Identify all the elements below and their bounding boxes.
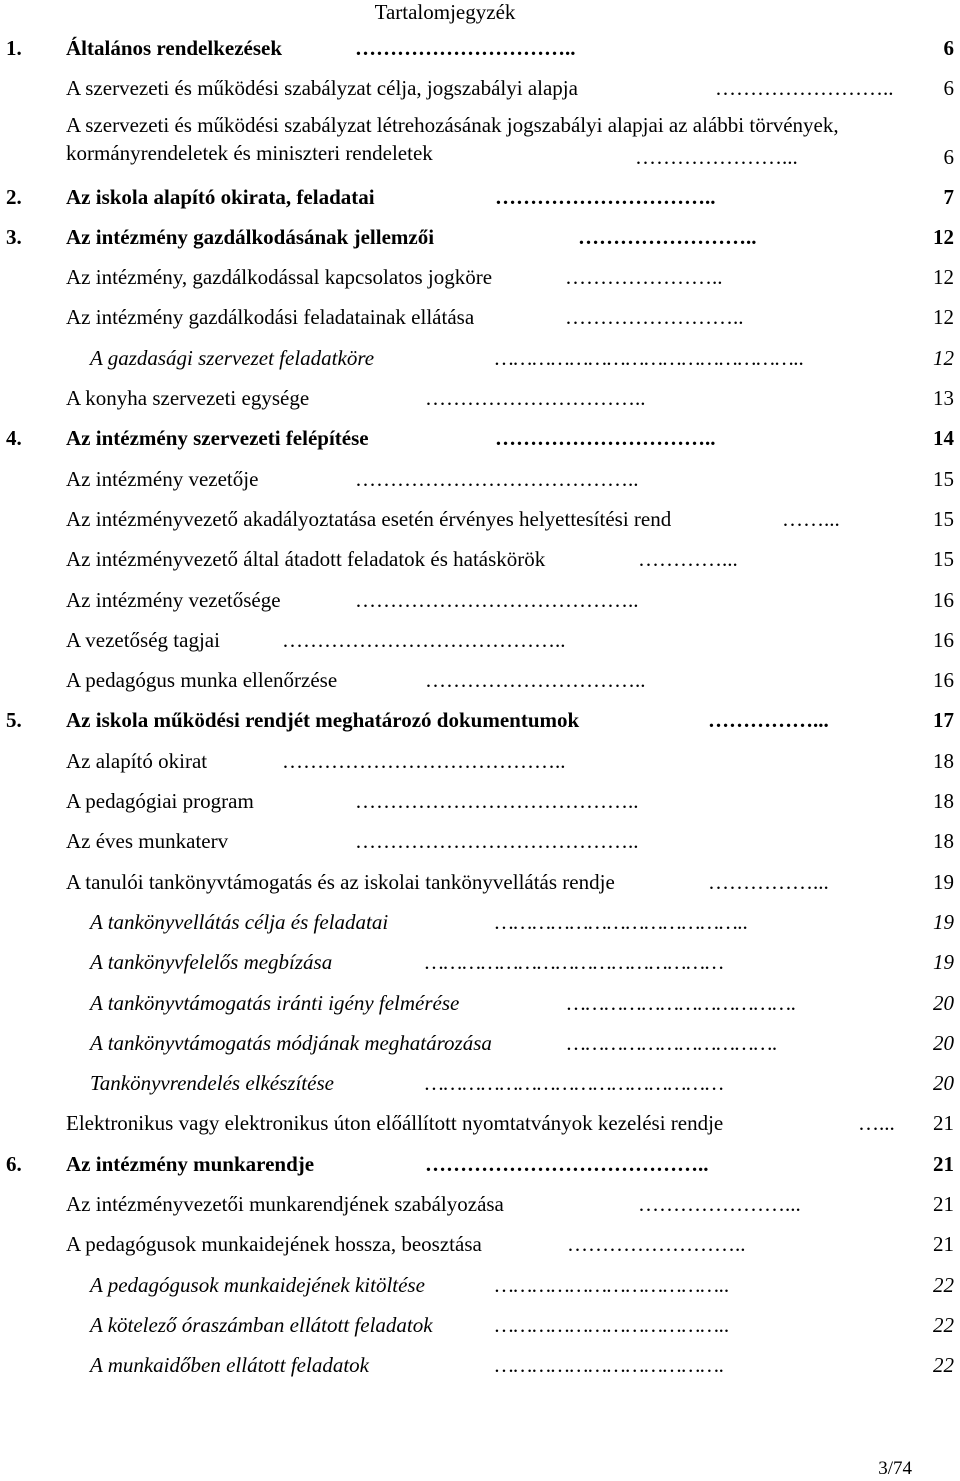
toc-entry-title: Az intézményvezető akadályoztatása esetén érvényes helyettesítési rend: [66, 506, 672, 531]
toc-leader-dots: ……………………..: [567, 1232, 746, 1257]
toc-entry-title: Az intézmény, gazdálkodással kapcsolatos jogköre: [66, 265, 493, 290]
toc-page-number: 21: [933, 1232, 954, 1257]
toc-entry-title: Az éves munkaterv: [66, 829, 229, 854]
toc-page-number: 16: [933, 627, 954, 652]
toc-entry[interactable]: [0, 111, 960, 179]
toc-page-number: 19: [933, 909, 954, 934]
toc-page-number: 20: [933, 1030, 954, 1055]
toc-entry-title: A tankönyvtámogatás iránti igény felmérése: [90, 990, 460, 1015]
toc-entry-title: A szervezeti és működési szabályzat célja, jogszabályi alapja: [66, 76, 578, 101]
toc-entry-title: Az alapító okirat: [66, 748, 208, 773]
toc-page-number: 12: [933, 224, 954, 249]
toc-leader-dots: …………………………..: [495, 426, 716, 451]
toc-leader-dots: …………………...: [635, 144, 798, 169]
toc-entry-title: Az intézmény gazdálkodásának jellemzői: [66, 224, 435, 249]
toc-entry[interactable]: [0, 219, 960, 259]
toc-leader-dots: …………………………………………: [425, 950, 724, 975]
toc-page-number: 13: [933, 386, 954, 411]
toc-leader-dots: ……………………..: [578, 224, 757, 249]
toc-entry-number: 6.: [6, 1151, 22, 1176]
toc-page-number: 16: [933, 587, 954, 612]
toc-entry[interactable]: [0, 662, 960, 702]
toc-entry[interactable]: [0, 179, 960, 219]
toc-page-number: 6: [943, 76, 954, 101]
toc-entry[interactable]: [0, 541, 960, 581]
toc-entry[interactable]: [0, 1146, 960, 1186]
toc-title: Tartalomjegyzék: [374, 0, 516, 24]
toc-entry[interactable]: [0, 582, 960, 622]
table-of-contents: [0, 30, 960, 1388]
toc-entry-title: A tankönyvfelelős megbízása: [90, 950, 333, 975]
toc-leader-dots: …………...: [638, 547, 738, 572]
toc-entry-title: A pedagógusok munkaidejének kitöltése: [90, 1272, 425, 1297]
toc-entry[interactable]: [0, 622, 960, 662]
toc-entry[interactable]: [0, 70, 960, 110]
toc-page-number: 22: [933, 1353, 954, 1378]
toc-page-number: 18: [933, 748, 954, 773]
toc-entry[interactable]: [0, 340, 960, 380]
toc-page-number: 6: [943, 144, 954, 169]
toc-entry[interactable]: [0, 783, 960, 823]
toc-entry-title: A konyha szervezeti egysége: [66, 386, 310, 411]
toc-entry[interactable]: [0, 1347, 960, 1387]
toc-entry[interactable]: [0, 985, 960, 1025]
toc-page-number: 22: [933, 1272, 954, 1297]
toc-leader-dots: ………………………………..: [495, 1312, 730, 1337]
toc-entry-title: A vezetőség tagjai: [66, 627, 220, 652]
toc-leader-dots: …………………………………..: [355, 789, 639, 814]
toc-entry-title: A gazdasági szervezet feladatköre: [90, 345, 375, 370]
toc-entry-number: 3.: [6, 224, 22, 249]
toc-entry[interactable]: [0, 1267, 960, 1307]
toc-entry-title: Általános rendelkezések: [66, 36, 283, 60]
toc-page-number: 15: [933, 466, 954, 491]
toc-leader-dots: …………………...: [638, 1192, 801, 1217]
toc-page-number: 7: [943, 184, 954, 209]
toc-leader-dots: …...: [858, 1111, 895, 1136]
toc-leader-dots: …………………………………………..: [495, 345, 805, 370]
toc-entry-title: Az intézmény szervezeti felépítése: [66, 426, 369, 451]
toc-entry-title: Tankönyvrendelés elkészítése: [90, 1071, 334, 1096]
toc-entry-title: Az intézmény vezetősége: [66, 587, 281, 612]
toc-page-number: 15: [933, 506, 954, 531]
toc-page-number: 20: [933, 1071, 954, 1096]
toc-entry[interactable]: [0, 501, 960, 541]
toc-entry[interactable]: [0, 30, 960, 70]
toc-entry[interactable]: [0, 702, 960, 742]
toc-entry-number: 1.: [6, 36, 22, 60]
toc-leader-dots: …………………………..: [495, 184, 716, 209]
toc-leader-dots: …………………………..: [355, 36, 576, 60]
toc-entry[interactable]: [0, 904, 960, 944]
toc-page-number: 16: [933, 668, 954, 693]
toc-entry-title: A tankönyvellátás célja és feladatai: [90, 909, 389, 934]
toc-entry-title: Az intézményvezető által átadott feladatok és hatáskörök: [66, 547, 546, 572]
toc-entry-title: A szervezeti és működési szabályzat létrehozásának jogszabályi alapjai az alábbi törvények, kormányrendeletek és miniszteri rendeletek: [66, 112, 839, 165]
toc-entry-number: 4.: [6, 426, 22, 451]
toc-entry[interactable]: [0, 1105, 960, 1145]
toc-leader-dots: ……………...: [708, 708, 829, 733]
toc-leader-dots: …………………..: [565, 265, 723, 290]
toc-leader-dots: …………………………………..: [282, 627, 566, 652]
toc-page-number: 18: [933, 829, 954, 854]
toc-entry-title: Az intézmény vezetője: [66, 466, 259, 491]
toc-entry-title: A tankönyvtámogatás módjának meghatározása: [90, 1030, 492, 1055]
toc-page-number: 12: [933, 305, 954, 330]
toc-entry-title: A munkaidőben ellátott feladatok: [90, 1353, 369, 1378]
toc-entry[interactable]: [0, 1186, 960, 1226]
toc-entry-title: Az intézményvezetői munkarendjének szabályozása: [66, 1192, 504, 1217]
toc-entry-number: 5.: [6, 708, 22, 733]
toc-page-number: 12: [933, 345, 954, 370]
toc-page-number: 21: [933, 1151, 954, 1176]
toc-entry-title: A pedagógiai program: [66, 789, 254, 814]
toc-entry-title: Az intézmény gazdálkodási feladatainak ellátása: [66, 305, 475, 330]
toc-page-number: 21: [933, 1192, 954, 1217]
toc-entry[interactable]: [0, 864, 960, 904]
toc-leader-dots: ………………………………..: [495, 1272, 730, 1297]
toc-leader-dots: ……………………………….: [567, 990, 797, 1015]
toc-page-number: 18: [933, 789, 954, 814]
toc-page-number: 14: [933, 426, 954, 451]
page-number: 3/74: [878, 1458, 912, 1479]
toc-entry-title: A tanulói tankönyvtámogatás és az iskolai tankönyvellátás rendje: [66, 869, 615, 894]
toc-entry[interactable]: [0, 461, 960, 501]
toc-leader-dots: ……………...: [708, 869, 829, 894]
toc-page-number: 17: [933, 708, 954, 733]
toc-page-number: 22: [933, 1312, 954, 1337]
toc-entry[interactable]: [0, 743, 960, 783]
toc-entry[interactable]: [0, 1226, 960, 1266]
toc-leader-dots: …………………………………..: [355, 587, 639, 612]
toc-leader-dots: …………………………………..: [495, 909, 749, 934]
toc-entry-title: Az iskola működési rendjét meghatározó dokumentumok: [66, 708, 580, 733]
toc-entry[interactable]: [0, 1065, 960, 1105]
toc-leader-dots: …………………………..: [425, 668, 646, 693]
toc-entry-number: 2.: [6, 184, 22, 209]
toc-entry-title: A kötelező óraszámban ellátott feladatok: [90, 1312, 433, 1337]
toc-entry-title: A pedagógusok munkaidejének hossza, beosztása: [66, 1232, 482, 1257]
toc-leader-dots: …………………………………..: [282, 748, 566, 773]
toc-entry[interactable]: [0, 380, 960, 420]
toc-entry-title: Az intézmény munkarendje: [66, 1151, 315, 1176]
toc-leader-dots: …………………………………..: [355, 829, 639, 854]
toc-leader-dots: ……………………………….: [495, 1353, 725, 1378]
toc-entry[interactable]: [0, 259, 960, 299]
toc-leader-dots: ……………………..: [715, 76, 894, 101]
toc-entry[interactable]: [0, 420, 960, 460]
toc-page-number: 15: [933, 547, 954, 572]
toc-entry[interactable]: [0, 1025, 960, 1065]
toc-page-number: 19: [933, 950, 954, 975]
toc-entry-title: Elektronikus vagy elektronikus úton előállított nyomtatványok kezelési rendje: [66, 1111, 724, 1136]
toc-leader-dots: ……………………..: [565, 305, 744, 330]
toc-leader-dots: ……...: [782, 506, 840, 531]
toc-leader-dots: …………………………..: [425, 386, 646, 411]
toc-page-number: 19: [933, 869, 954, 894]
toc-entry-title: A pedagógus munka ellenőrzése: [66, 668, 338, 693]
toc-leader-dots: …………………………………..: [355, 466, 639, 491]
toc-entry[interactable]: [0, 944, 960, 984]
toc-leader-dots: …………………………….: [567, 1030, 778, 1055]
toc-page-number: 20: [933, 990, 954, 1015]
toc-entry[interactable]: [0, 299, 960, 339]
toc-leader-dots: …………………………………..: [425, 1151, 709, 1176]
toc-page-number: 12: [933, 265, 954, 290]
toc-entry[interactable]: [0, 1307, 960, 1347]
toc-entry-title: Az iskola alapító okirata, feladatai: [66, 184, 375, 209]
toc-page-number: 6: [943, 36, 954, 60]
toc-entry[interactable]: [0, 823, 960, 863]
toc-page-number: 21: [933, 1111, 954, 1136]
toc-leader-dots: …………………………………………: [425, 1071, 724, 1096]
